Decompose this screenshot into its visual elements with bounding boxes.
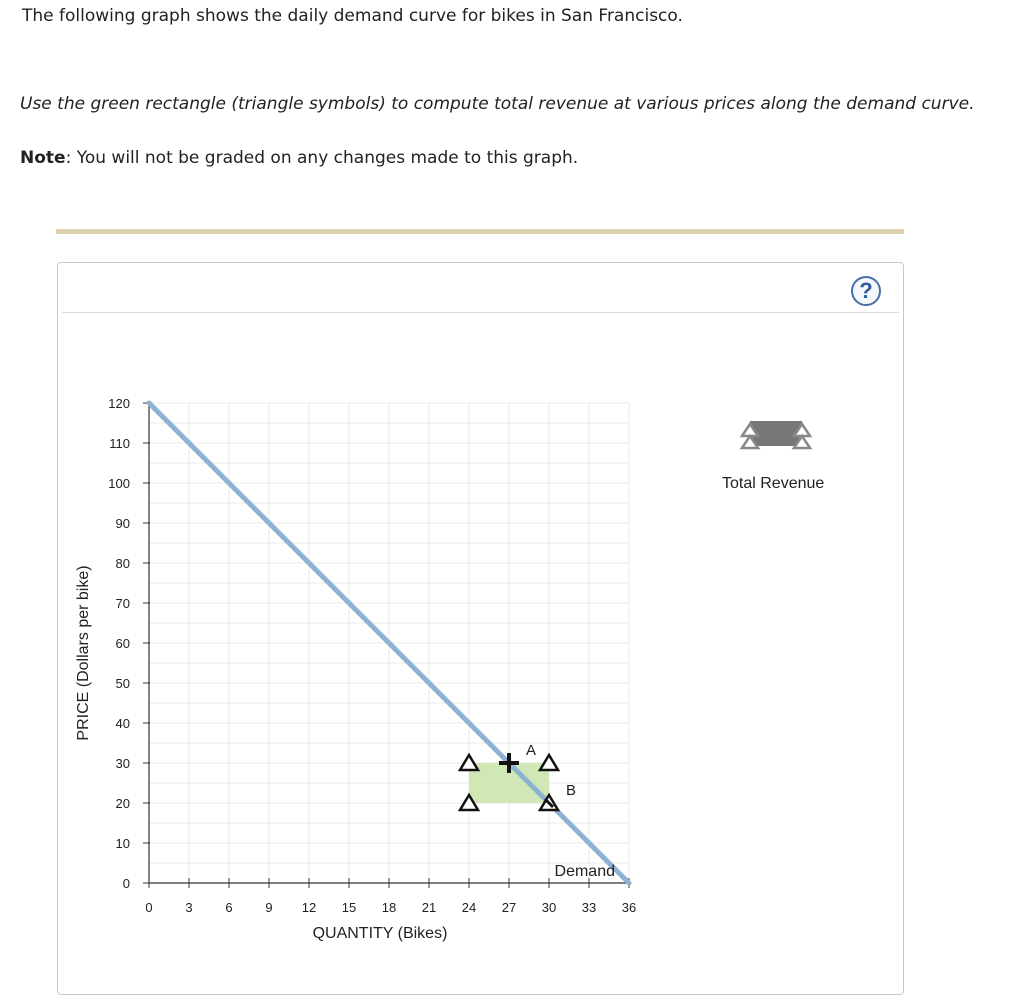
x-axis-label: QUANTITY (Bikes) <box>312 925 448 942</box>
y-tick-label: 50 <box>115 676 130 691</box>
instruction-text: Use the green rectangle (triangle symbols) to compute total revenue at various prices along the demand curve. <box>20 94 975 114</box>
x-tick-label: 9 <box>265 900 273 915</box>
x-tick-label: 21 <box>421 900 437 915</box>
note-text <box>20 148 578 168</box>
note-body: : You will not be graded on any changes made to this graph. <box>65 148 579 168</box>
y-tick-label: 40 <box>115 716 130 731</box>
help-button[interactable]: ? <box>851 276 881 306</box>
x-tick-label: 30 <box>541 900 557 915</box>
x-tick-label: 18 <box>381 900 397 915</box>
x-tick-label: 33 <box>581 900 597 915</box>
y-tick-label: 20 <box>115 796 130 811</box>
y-tick-label: 30 <box>115 756 130 771</box>
series-label-demand: Demand <box>554 863 615 880</box>
graph-panel <box>57 262 904 995</box>
y-tick-label: 0 <box>122 876 130 891</box>
y-tick-label: 10 <box>115 836 130 851</box>
x-tick-label: 0 <box>145 900 153 915</box>
x-tick-label: 3 <box>185 900 193 915</box>
x-tick-label: 15 <box>341 900 357 915</box>
y-tick-label: 100 <box>108 476 130 491</box>
y-tick-label: 80 <box>115 556 130 571</box>
intro-text: The following graph shows the daily demand curve for bikes in San Francisco. <box>22 6 683 26</box>
x-tick-label: 36 <box>621 900 637 915</box>
legend-label: Total Revenue <box>722 475 825 492</box>
demand-chart <box>58 263 903 994</box>
section-divider <box>56 229 904 234</box>
y-ticks <box>108 396 150 891</box>
y-tick-label: 70 <box>115 596 130 611</box>
note-label: Note <box>20 148 66 168</box>
point-label-a: A <box>525 742 537 759</box>
total-revenue-tool[interactable] <box>742 421 810 448</box>
y-tick-label: 110 <box>109 436 130 451</box>
y-tick-label: 60 <box>115 636 130 651</box>
x-tick-label: 12 <box>301 900 317 915</box>
point-label-b: B <box>565 782 577 799</box>
y-tick-label: 90 <box>115 516 130 531</box>
y-axis-label: PRICE (Dollars per bike) <box>75 565 92 741</box>
x-tick-label: 6 <box>225 900 233 915</box>
y-tick-label: 120 <box>108 396 130 411</box>
x-tick-label: 27 <box>501 900 517 915</box>
x-tick-label: 24 <box>461 900 477 915</box>
